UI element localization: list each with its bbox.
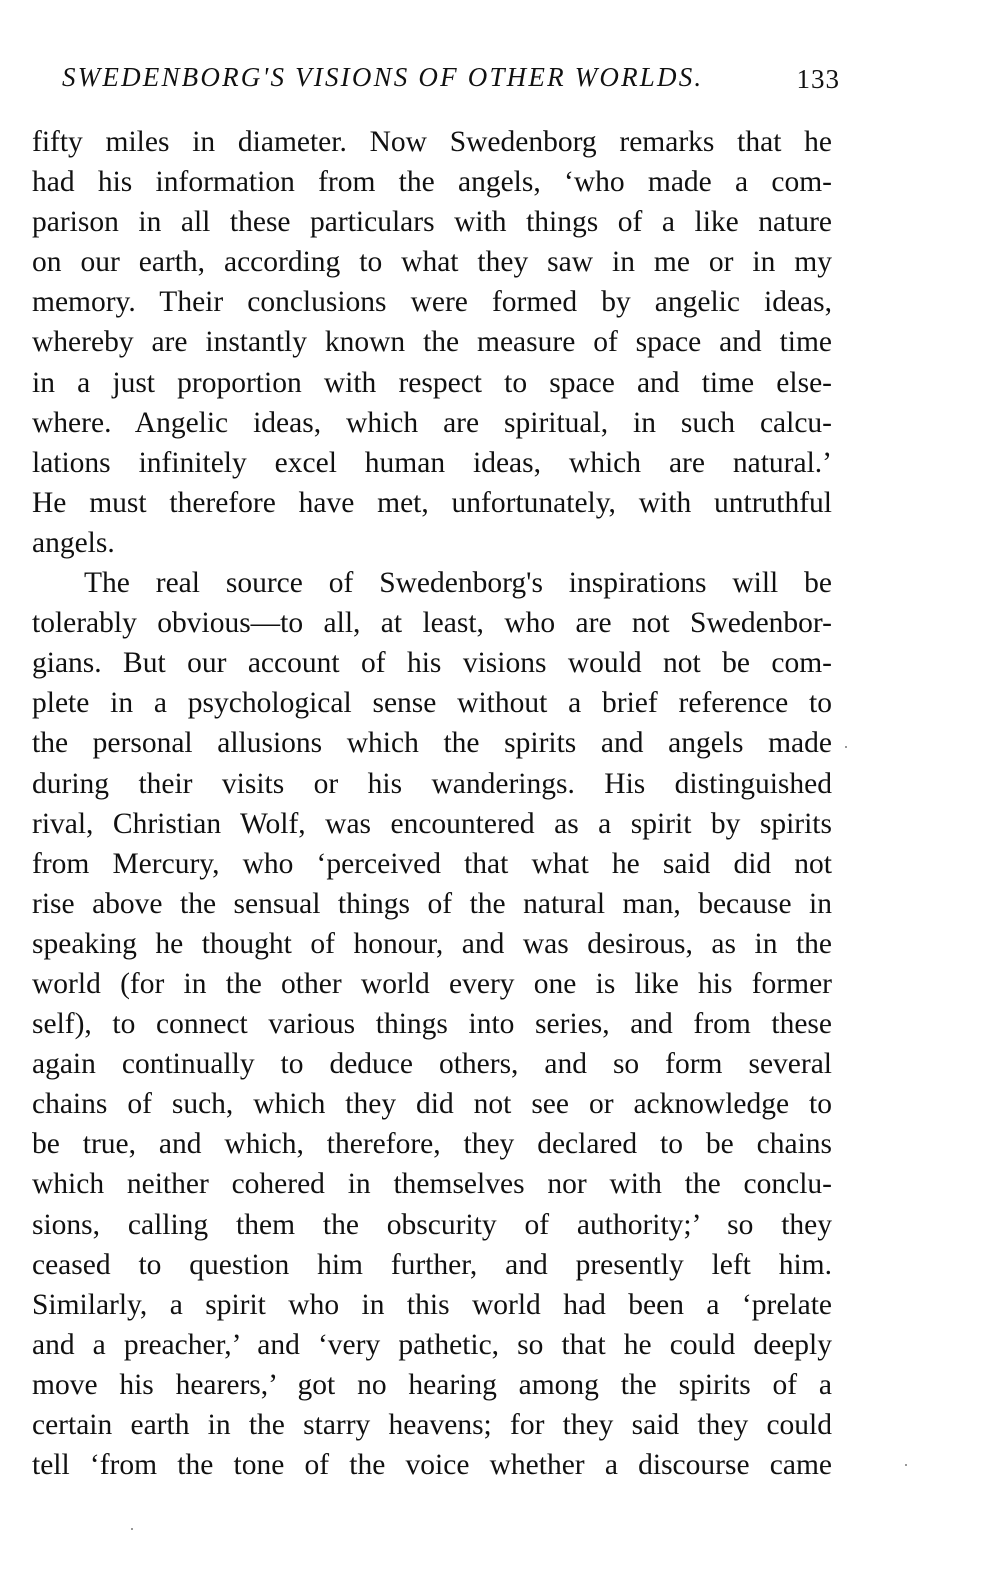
text-line: memory. Their conclusions were formed by angelic ideas, bbox=[32, 286, 832, 319]
text-line: again continually to deduce others, and so form several bbox=[32, 1048, 832, 1081]
text-line: sions, calling them the obscurity of authority;’ so they bbox=[32, 1208, 832, 1241]
text-line: self), to connect various things into series, and from these bbox=[32, 1008, 832, 1041]
text-line: be true, and which, therefore, they declared to be chains bbox=[32, 1128, 832, 1161]
running-head bbox=[60, 62, 840, 102]
text-line: Similarly, a spirit who in this world had been a ‘prelate bbox=[32, 1288, 832, 1321]
text-line: and a preacher,’ and ‘very pathetic, so that he could deeply bbox=[32, 1328, 832, 1361]
text-line: angels. bbox=[32, 526, 115, 559]
paragraph-2 bbox=[32, 563, 832, 1485]
ink-speck bbox=[131, 1528, 133, 1530]
running-title: SWEDENBORG'S VISIONS OF OTHER WORLDS. bbox=[62, 62, 704, 92]
paragraph-1 bbox=[32, 122, 832, 563]
text-line: He must therefore have met, unfortunately, with untruthful bbox=[32, 486, 832, 519]
ink-speck bbox=[905, 1464, 907, 1466]
text-line: whereby are instantly known the measure of space and time bbox=[32, 326, 832, 359]
ink-speck bbox=[845, 746, 847, 748]
page-number: 133 bbox=[796, 64, 840, 94]
text-line: The real source of Swedenborg's inspirations will be bbox=[84, 567, 832, 600]
text-line: during their visits or his wanderings. His distinguished bbox=[32, 767, 832, 800]
text-line: on our earth, according to what they saw in me or in my bbox=[32, 246, 832, 279]
text-line: tell ‘from the tone of the voice whether a discourse came bbox=[32, 1449, 832, 1482]
text-line: chains of such, which they did not see or acknowledge to bbox=[32, 1088, 832, 1121]
text-line: where. Angelic ideas, which are spiritual, in such calcu- bbox=[32, 406, 832, 439]
text-line: lations infinitely excel human ideas, which are natural.’ bbox=[32, 446, 832, 479]
text-line: rival, Christian Wolf, was encountered as a spirit by spirits bbox=[32, 807, 832, 840]
text-line: world (for in the other world every one is like his former bbox=[32, 967, 832, 1000]
text-line: fifty miles in diameter. Now Swedenborg remarks that he bbox=[32, 126, 832, 158]
text-line: rise above the sensual things of the natural man, because in bbox=[32, 887, 832, 920]
text-line: had his information from the angels, ‘who made a com- bbox=[32, 166, 832, 199]
text-line: certain earth in the starry heavens; for they said they could bbox=[32, 1409, 832, 1441]
text-line: from Mercury, who ‘perceived that what he said did not bbox=[32, 847, 832, 880]
text-line: gians. But our account of his visions would not be com- bbox=[32, 647, 832, 680]
text-line: which neither cohered in themselves nor with the conclu- bbox=[32, 1168, 832, 1201]
text-line: the personal allusions which the spirits and angels made bbox=[32, 727, 832, 760]
text-line: ceased to question him further, and presently left him. bbox=[32, 1248, 832, 1281]
text-line: speaking he thought of honour, and was desirous, as in the bbox=[32, 927, 832, 960]
text-line: plete in a psychological sense without a brief reference to bbox=[32, 687, 832, 720]
text-line: parison in all these particulars with things of a like nature bbox=[32, 206, 832, 239]
text-line: move his hearers,’ got no hearing among the spirits of a bbox=[32, 1368, 832, 1401]
text-line: tolerably obvious—to all, at least, who are not Swedenbor- bbox=[32, 607, 832, 640]
body-text bbox=[32, 122, 832, 1485]
text-line: in a just proportion with respect to space and time else- bbox=[32, 366, 832, 399]
